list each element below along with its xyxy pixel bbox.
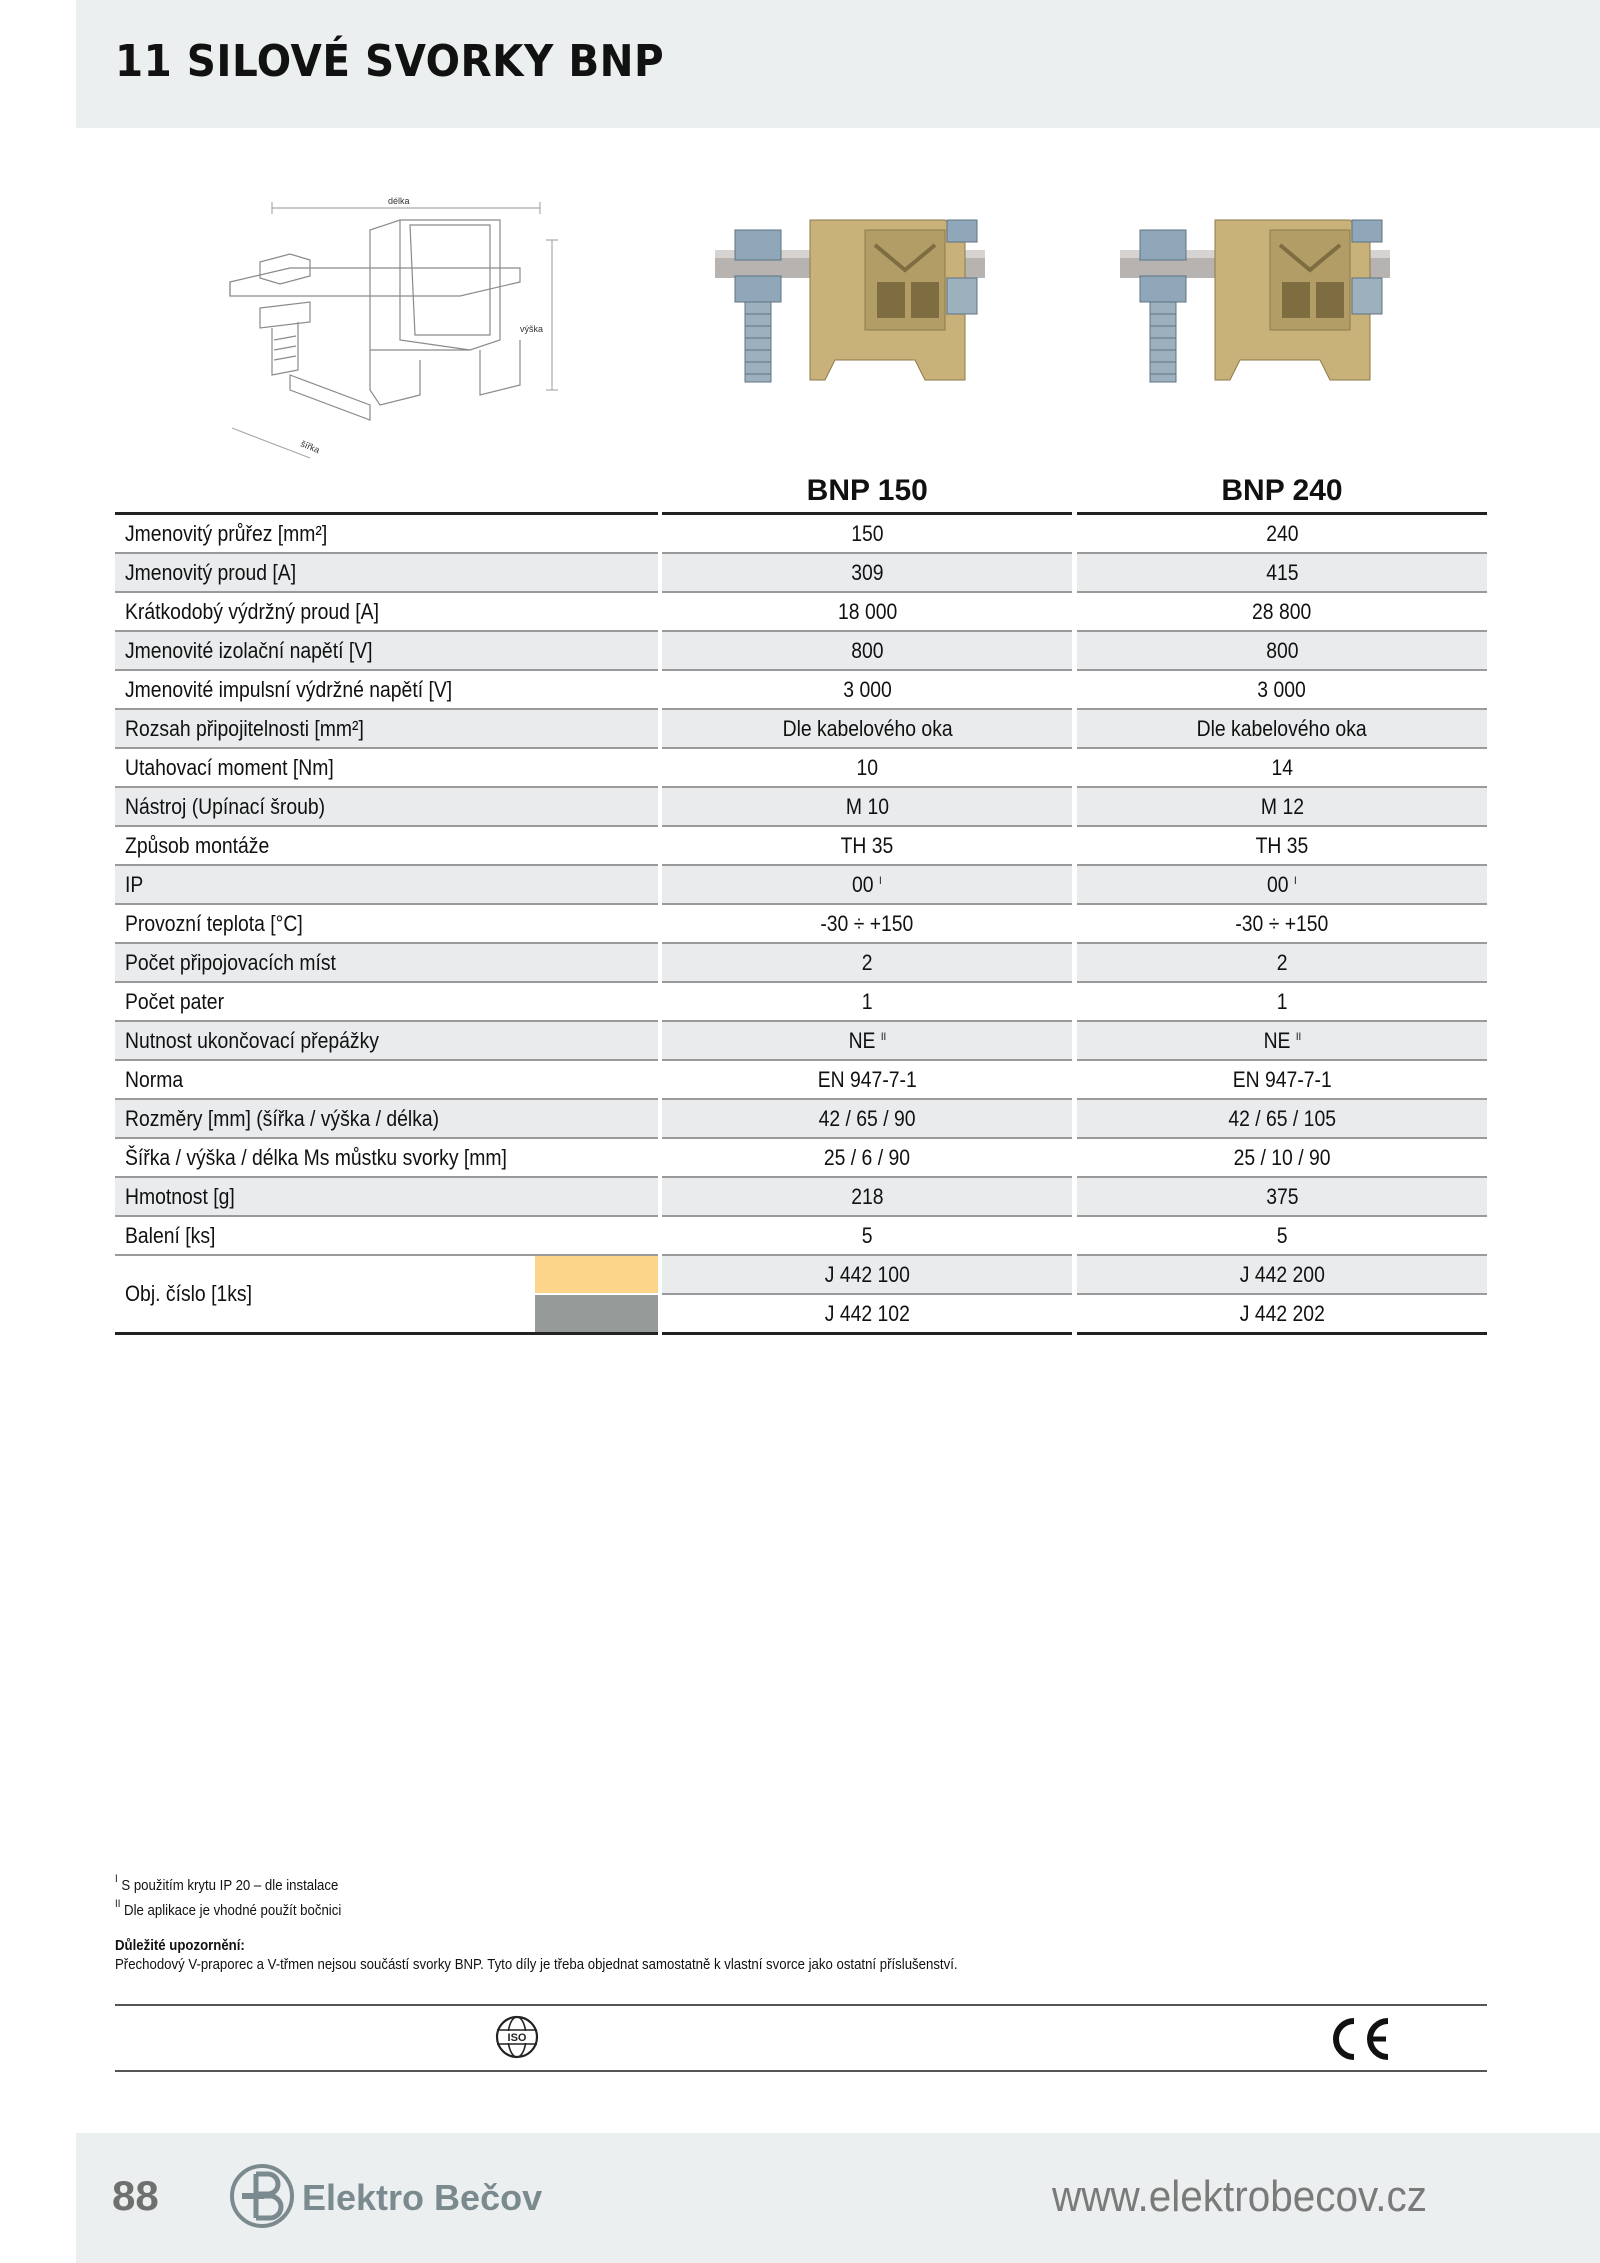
cert-divider-bottom — [115, 2070, 1487, 2072]
row-label: Norma — [115, 1061, 658, 1100]
row-label: Jmenovitý proud [A] — [115, 554, 658, 593]
order-number-bnp240: J 442 200 — [1077, 1256, 1487, 1295]
value-bnp240: 42 / 65 / 105 — [1077, 1100, 1487, 1139]
row-label: Počet pater — [115, 983, 658, 1022]
value-bnp150: 42 / 65 / 90 — [662, 1100, 1072, 1139]
column-header-bnp240: BNP 240 — [1077, 470, 1487, 515]
order-number-bnp150: J 442 100 — [662, 1256, 1072, 1295]
value-bnp150: 5 — [662, 1217, 1072, 1256]
row-label: Rozměry [mm] (šířka / výška / délka) — [115, 1100, 658, 1139]
value-bnp150: 309 — [662, 554, 1072, 593]
row-label: Způsob montáže — [115, 827, 658, 866]
table-row — [115, 1217, 1487, 1256]
website-link[interactable]: www.elektrobecov.cz — [1052, 2172, 1427, 2221]
value-bnp150: 150 — [662, 515, 1072, 554]
table-row — [115, 983, 1487, 1022]
footnote-2: $^{II}$ Dle aplikace je vhodné použít bočnici — [115, 1898, 342, 1919]
row-label: Jmenovité izolační napětí [V] — [115, 632, 658, 671]
row-label: Počet připojovacích míst — [115, 944, 658, 983]
row-label: Provozní teplota [°C] — [115, 905, 658, 944]
header-blank — [115, 470, 658, 515]
table-row — [115, 944, 1487, 983]
value-bnp240: 3 000 — [1077, 671, 1487, 710]
page-number: 88 — [112, 2172, 159, 2219]
table-row — [115, 905, 1487, 944]
row-label: Jmenovitý průřez [mm²] — [115, 515, 658, 554]
svg-text:ISO: ISO — [507, 2032, 527, 2044]
value-bnp150: 218 — [662, 1178, 1072, 1217]
value-bnp240: 2 — [1077, 944, 1487, 983]
value-bnp240: NE $^{II}$ — [1077, 1022, 1487, 1061]
row-label: Šířka / výška / délka Ms můstku svorky [mm] — [115, 1139, 658, 1178]
table-row — [115, 671, 1487, 710]
table-row — [115, 1100, 1487, 1139]
value-bnp150: 00 $^I$ — [662, 866, 1072, 905]
column-header-bnp150: BNP 150 — [662, 470, 1072, 515]
length-label: délka — [388, 196, 410, 206]
order-row — [115, 1256, 1487, 1295]
value-bnp240: M 12 — [1077, 788, 1487, 827]
value-bnp150: Dle kabelového oka — [662, 710, 1072, 749]
value-bnp240: EN 947-7-1 — [1077, 1061, 1487, 1100]
value-bnp150: 18 000 — [662, 593, 1072, 632]
order-number-bnp240: J 442 202 — [1077, 1295, 1487, 1335]
value-bnp240: 28 800 — [1077, 593, 1487, 632]
value-bnp150: 10 — [662, 749, 1072, 788]
variant-color-swatch — [535, 1295, 658, 1335]
order-label: Obj. číslo [1ks] — [115, 1256, 535, 1335]
value-bnp240: TH 35 — [1077, 827, 1487, 866]
table-row — [115, 1178, 1487, 1217]
row-label: Krátkodobý výdržný proud [A] — [115, 593, 658, 632]
table-row — [115, 749, 1487, 788]
row-label: Nástroj (Upínací šroub) — [115, 788, 658, 827]
table-row — [115, 515, 1487, 554]
value-bnp150: -30 ÷ +150 — [662, 905, 1072, 944]
value-bnp240: 375 — [1077, 1178, 1487, 1217]
page-title: 11 SILOVÉ SVORKY BNP — [115, 36, 665, 87]
brand-logo-icon — [228, 2160, 298, 2232]
value-bnp150: M 10 — [662, 788, 1072, 827]
table-row — [115, 593, 1487, 632]
product-photo-bnp240 — [1120, 210, 1390, 390]
important-text: Přechodový V-praporec a V-třmen nejsou součástí svorky BNP. Tyto díly je třeba objednat samostatně k vlastní svorce jako ostatní příslušenství. — [115, 1956, 958, 1973]
height-label: výška — [520, 324, 544, 334]
table-row — [115, 1061, 1487, 1100]
ce-mark-icon — [1328, 2017, 1394, 2061]
value-bnp240: 00 $^I$ — [1077, 866, 1487, 905]
product-photo-bnp150 — [715, 210, 985, 390]
important-title: Důležité upozornění: — [115, 1937, 245, 1954]
row-label: Utahovací moment [Nm] — [115, 749, 658, 788]
width-label: šířka — [299, 438, 322, 456]
row-label: Hmotnost [g] — [115, 1178, 658, 1217]
value-bnp150: 800 — [662, 632, 1072, 671]
value-bnp240: Dle kabelového oka — [1077, 710, 1487, 749]
footnote-1: $^I$ S použitím krytu IP 20 – dle instalace — [115, 1873, 339, 1894]
table-row — [115, 554, 1487, 593]
iso-icon — [494, 2014, 540, 2060]
row-label: IP — [115, 866, 658, 905]
value-bnp240: 1 — [1077, 983, 1487, 1022]
value-bnp240: 5 — [1077, 1217, 1487, 1256]
table-header-row — [115, 470, 1487, 515]
value-bnp240: 25 / 10 / 90 — [1077, 1139, 1487, 1178]
value-bnp150: 3 000 — [662, 671, 1072, 710]
table-row — [115, 827, 1487, 866]
table-row — [115, 710, 1487, 749]
table-row — [115, 632, 1487, 671]
value-bnp150: 25 / 6 / 90 — [662, 1139, 1072, 1178]
cert-divider-top — [115, 2004, 1487, 2006]
value-bnp240: 800 — [1077, 632, 1487, 671]
svg-text:CE: CE — [1328, 2017, 1330, 2018]
value-bnp240: 14 — [1077, 749, 1487, 788]
table-row — [115, 1022, 1487, 1061]
brand-name: Elektro Bečov — [302, 2177, 543, 2218]
row-label: Balení [ks] — [115, 1217, 658, 1256]
spec-table — [115, 470, 1487, 1335]
variant-color-swatch — [535, 1256, 658, 1295]
value-bnp240: 415 — [1077, 554, 1487, 593]
value-bnp150: 1 — [662, 983, 1072, 1022]
table-row — [115, 1139, 1487, 1178]
dimension-drawing — [220, 190, 565, 470]
row-label: Jmenovité impulsní výdržné napětí [V] — [115, 671, 658, 710]
row-label: Rozsah připojitelnosti [mm²] — [115, 710, 658, 749]
table-row — [115, 788, 1487, 827]
value-bnp150: NE $^{II}$ — [662, 1022, 1072, 1061]
value-bnp240: -30 ÷ +150 — [1077, 905, 1487, 944]
order-number-bnp150: J 442 102 — [662, 1295, 1072, 1335]
row-label: Nutnost ukončovací přepážky — [115, 1022, 658, 1061]
value-bnp150: 2 — [662, 944, 1072, 983]
value-bnp240: 240 — [1077, 515, 1487, 554]
table-row — [115, 866, 1487, 905]
value-bnp150: TH 35 — [662, 827, 1072, 866]
value-bnp150: EN 947-7-1 — [662, 1061, 1072, 1100]
notes — [115, 1870, 1072, 1974]
